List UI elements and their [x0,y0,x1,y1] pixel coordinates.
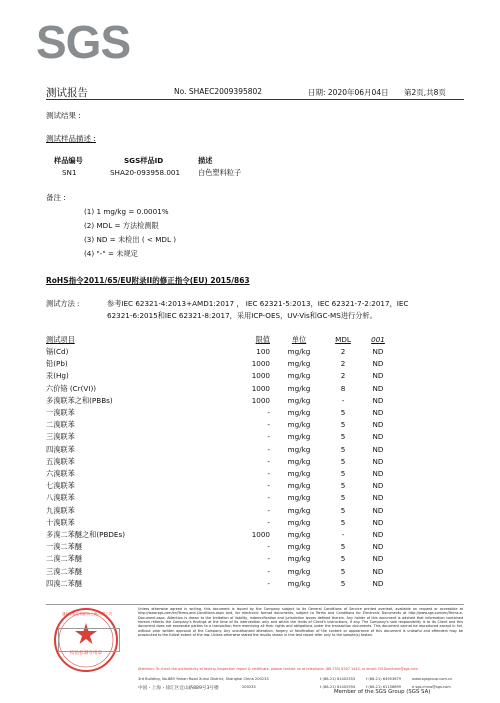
table-row [46,554,466,566]
cell-mdl: 2 [340,371,346,381]
table-row [46,408,466,420]
cell-limit: 100 [256,347,270,356]
cell-mdl: 5 [340,408,346,417]
cell-mdl: 5 [340,456,346,466]
cell-test-item: 三溴联苯 [46,432,75,442]
cell-mdl: 2 [340,347,346,356]
cell-unit: mg/kg [287,481,311,491]
cell-limit: 1000 [251,395,270,405]
cell-result: ND [372,566,384,576]
cell-test-item: 十溴联苯 [46,517,75,527]
table-row [46,347,466,359]
footer-divider [46,604,464,605]
address-en: 3rd Building, No.889 Yishan Road Xuhui District, Shanghai China 200233 [138,677,269,681]
sample-header-id: SGS样品ID [124,156,164,165]
email: e sgs.china@sgs.com [412,685,451,689]
member-text: Member of the SGS Group (SGS SA) [334,689,431,695]
cell-result: ND [372,481,384,491]
cell-mdl: 5 [340,493,346,503]
cell-limit: - [267,444,270,454]
postcode: 200233 [242,685,256,689]
website: www.sgsgroup.com.cn [412,677,453,681]
report-title: 测试报告 [46,87,88,99]
method-line-2: 62321-6:2015和IEC 62321-8:2017，采用ICP-OES，UV-Vis和GC-MS进行分析。 [107,311,377,320]
cell-test-item: 六价铬 (Cr(VI)) [46,383,97,393]
cell-mdl: 8 [340,383,346,393]
cell-mdl: 5 [340,420,346,430]
cell-unit: mg/kg [287,371,311,381]
table-row [46,493,466,505]
cell-limit: - [267,554,270,564]
cell-unit: mg/kg [287,566,311,576]
cell-test-item: 二溴二苯醚 [46,554,82,564]
cell-mdl: 5 [340,481,346,491]
method-line-1: 参考IEC 62321-4:2013+AMD1:2017 ， IEC 62321-5:2013，IEC 62321-7-2:2017，IEC [107,299,409,308]
cell-mdl: - [341,530,345,539]
cell-unit: mg/kg [287,542,311,552]
method-label: 测试方法 : [46,299,80,308]
cell-unit: mg/kg [287,359,311,369]
table-row [46,457,466,469]
table-row [46,432,466,444]
cell-mdl: 5 [340,469,346,478]
cell-mdl: 5 [340,566,346,576]
cell-result: ND [372,456,384,466]
cell-mdl: 5 [340,517,346,527]
cell-unit: mg/kg [287,432,311,442]
cell-unit: mg/kg [287,347,311,356]
cell-result: ND [372,432,384,442]
col-unit: 单位 [291,335,307,344]
table-row [46,567,466,579]
cell-limit: - [267,542,270,552]
cell-limit: - [267,517,270,527]
cell-result: ND [372,530,384,539]
table-row [46,384,466,396]
cell-mdl: 5 [340,444,346,454]
cell-result: ND [372,505,384,515]
cell-unit: mg/kg [287,383,311,393]
cell-test-item: 多溴联苯之和(PBBs) [46,395,113,405]
table-row [46,445,466,457]
cell-test-item: 七溴联苯 [46,481,75,491]
col-mdl: MDL [335,335,351,344]
cell-test-item: 多溴二苯醚之和(PBDEs) [46,530,126,539]
sgs-logo [34,14,134,64]
sample-id: SHA20-093958.001 [110,168,181,177]
cell-unit: mg/kg [287,408,311,417]
sample-header-no: 样品编号 [54,156,83,165]
cell-test-item: 一溴二苯醚 [46,542,82,552]
fax: f (86-21) 64953679 [366,677,402,681]
col-sample-001: 001 [371,335,385,344]
table-row [46,469,466,481]
cell-test-item: 九溴联苯 [46,505,75,515]
cell-test-item: 四溴二苯醚 [46,578,82,588]
cell-result: ND [372,359,384,369]
page-number: 第2页,共8页 [404,88,446,97]
cell-limit: - [267,481,270,491]
cell-limit: - [267,469,270,478]
table-row [46,481,466,493]
cell-unit: mg/kg [287,530,311,539]
telephone: t (86-21) 61402553 [320,677,356,681]
results-label: 测试结果 : [46,111,81,120]
cell-test-item: 铅(Pb) [46,359,68,369]
cell-test-item: 八溴联苯 [46,493,75,503]
cell-limit: - [267,432,270,442]
results-header-row [46,335,466,347]
note-3: (3) ND = 未检出 ( < MDL ) [84,235,177,244]
cell-limit: - [267,566,270,576]
disclaimer-text: Unless otherwise agreed in writing, this document is issued by the Company subject to its General Conditions of Service printed overleaf, available on request or accessible at http://www.sgs.com/en/Terms-and-Conditions.aspx and, for electronic format documents, subject to Terms and Conditions for Electronic Documents at http://www.sgs.com/en/Terms-e-Document.aspx. Attention is drawn to the limitation of liability, indemnification and jurisdiction issues defined therein. Any holder of this document is advised that information contained hereon reflects the Company's findings at the time of its intervention only and within the limits of Client's instructions, if any. The Company's sole responsibility is to its Client and this document does not exonerate parties to a transaction from exercising all their rights and obligations under the transaction documents. This document cannot be reproduced except in full, without prior written approval of the Company. Any unauthorized alteration, forgery or falsification of the content or appearance of this document is unlawful and offenders may be prosecuted to the fullest extent of the law. Unless otherwise stated the results shown in this test report refer only to the sample(s) tested. [138,607,463,638]
cell-unit: mg/kg [287,444,311,454]
sample-desc: 白色塑料粒子 [198,168,242,177]
seal-overlay-box [58,628,120,652]
cell-result: ND [372,469,384,478]
cell-result: ND [372,542,384,552]
cell-limit: - [267,505,270,515]
cell-mdl: 5 [340,542,346,552]
fax-cn: f (86-21) 61156899 [366,685,402,689]
cell-limit: - [267,420,270,430]
cell-test-item: 一溴联苯 [46,408,75,417]
address-cn: 中国・上海・徐汇区宜山路889号3号楼 [138,686,219,691]
cell-mdl: 5 [340,432,346,442]
seal-subtitle: 检验检测专用章 [69,651,103,656]
cell-limit: - [267,493,270,503]
col-limit: 限值 [255,335,270,344]
cell-result: ND [372,408,384,417]
cell-test-item: 二溴联苯 [46,420,75,430]
cell-result: ND [372,444,384,454]
report-number: No. SHAEC2009395802 [174,87,263,96]
cell-limit: - [267,456,270,466]
cell-mdl: 5 [340,554,346,564]
note-1: (1) 1 mg/kg = 0.0001% [84,207,169,216]
note-4: (4) "-" = 未规定 [84,249,138,258]
table-row [46,371,466,383]
cell-result: ND [372,517,384,527]
cell-unit: mg/kg [287,517,311,527]
header-divider [46,99,464,100]
cell-result: ND [372,420,384,430]
cell-test-item: 六溴联苯 [46,469,75,478]
cell-mdl: 5 [340,505,346,515]
cell-test-item: 汞(Hg) [46,371,69,381]
table-row [46,530,466,542]
cell-result: ND [372,395,384,405]
logo-text: SGS [36,16,131,64]
telephone-cn: t (86-21) 61402594 [320,685,356,689]
cell-unit: mg/kg [287,493,311,503]
cell-unit: mg/kg [287,456,311,466]
cell-result: ND [372,493,384,503]
table-row [46,542,466,554]
cell-limit: - [267,578,270,588]
cell-mdl: - [341,395,345,405]
cell-result: ND [372,347,384,356]
section-title: RoHS指令2011/65/EU附录II的修正指令(EU) 2015/863 [46,276,250,285]
cell-test-item: 四溴联苯 [46,444,75,454]
cell-limit: 1000 [251,530,270,539]
cell-result: ND [372,371,384,381]
cell-result: ND [372,383,384,393]
cell-result: ND [372,554,384,564]
table-row [46,396,466,408]
sample-desc-label: 测试样品描述 : [46,134,96,143]
cell-limit: 1000 [251,359,270,369]
cell-unit: mg/kg [287,395,311,405]
cell-test-item: 五溴联苯 [46,456,75,466]
cell-limit: - [267,408,270,417]
cell-limit: 1000 [251,383,270,393]
cell-unit: mg/kg [287,505,311,515]
cell-unit: mg/kg [287,554,311,564]
table-row [46,420,466,432]
cell-test-item: 镉(Cd) [46,347,69,356]
sample-no: SN1 [62,168,77,177]
attention-text: Attention: To check the authenticity of testing /inspection report & certificate, please contact us at telephone: (86-755) 8307 1443, or email: CN.Doccheck@sgs.com [138,667,418,671]
col-test-item: 测试项目 [46,335,75,344]
cell-unit: mg/kg [287,469,311,478]
cell-mdl: 5 [340,578,346,588]
table-row [46,359,466,371]
table-row [46,518,466,530]
table-row [46,506,466,518]
cell-unit: mg/kg [287,420,311,430]
note-2: (2) MDL = 方法检测限 [84,221,159,230]
report-date: 日期: 2020年06月04日 [308,88,389,97]
cell-mdl: 2 [340,359,346,369]
table-row [46,579,466,591]
notes-label: 备注 : [46,193,66,202]
cell-result: ND [372,578,384,588]
cell-unit: mg/kg [287,578,311,588]
seal-text: 通标标准技术服务(上海)有限公司 [61,612,113,616]
cell-test-item: 三溴二苯醚 [46,566,82,576]
sample-header-desc: 描述 [198,156,213,165]
cell-limit: 1000 [251,371,270,381]
